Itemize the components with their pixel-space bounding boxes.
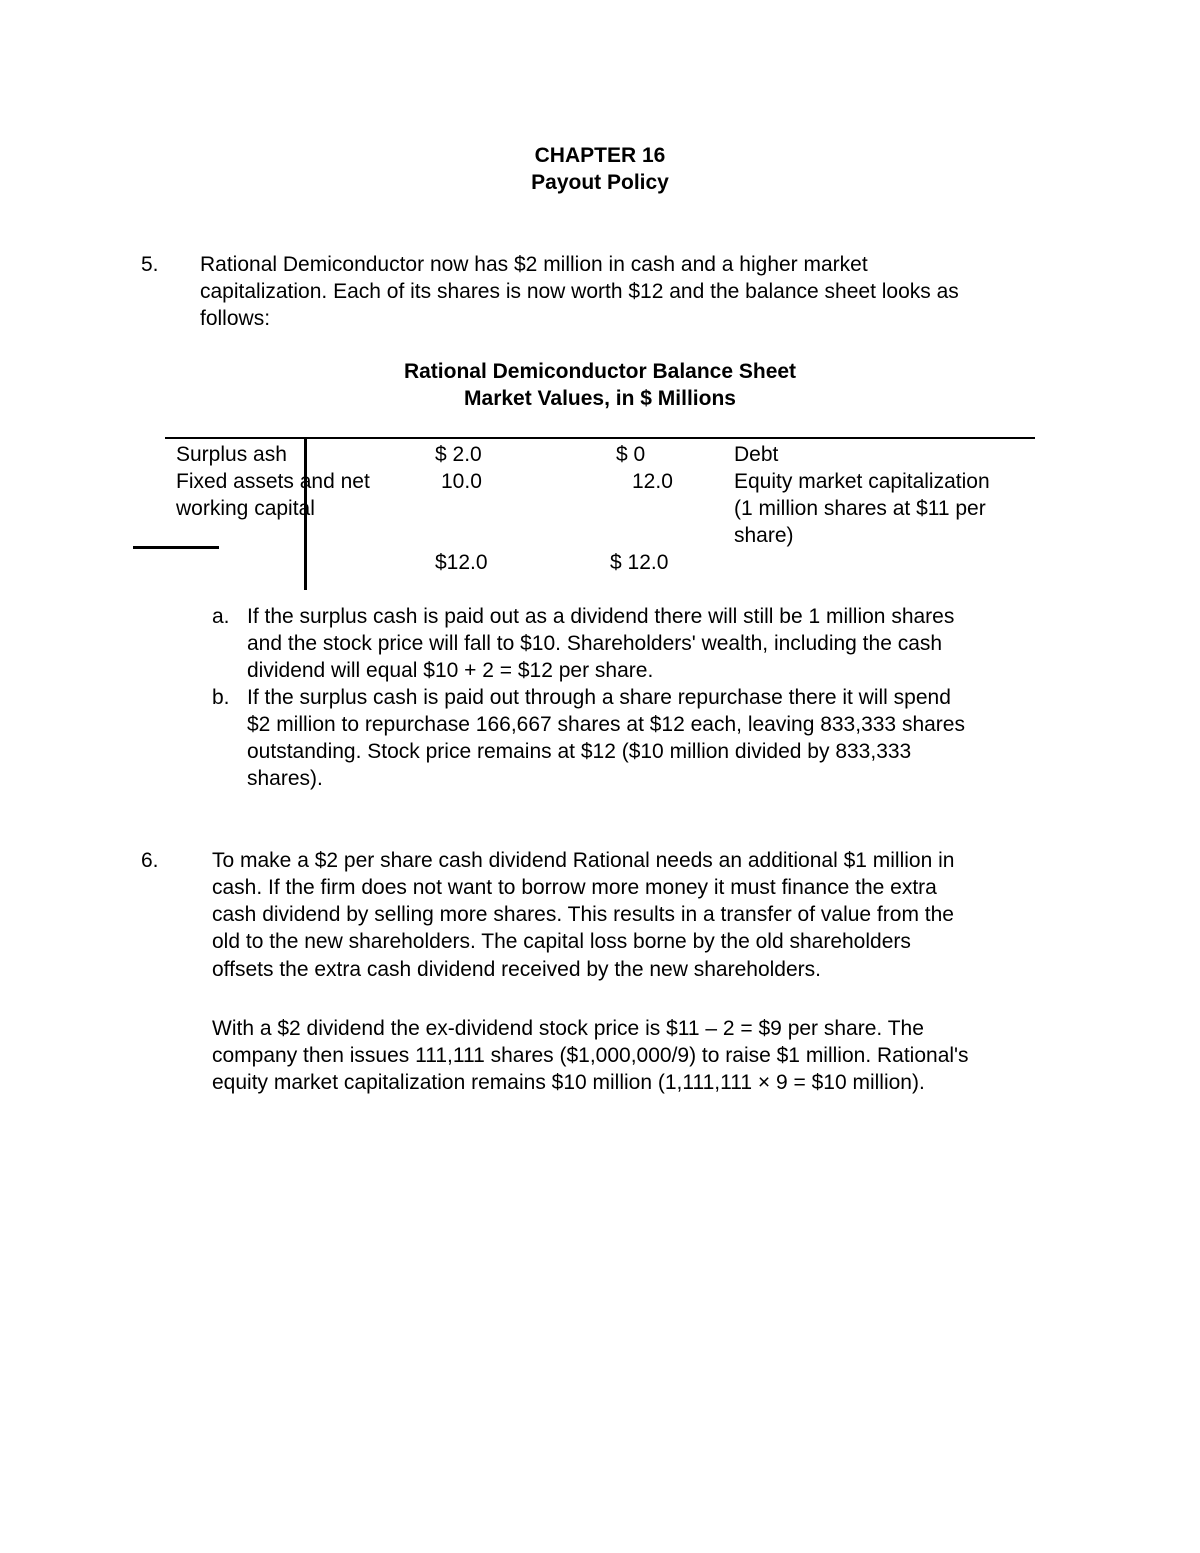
row-surplus-cash-value-b: $ 0 <box>616 443 646 466</box>
question-6-para2-line-1: With a $2 dividend the ex-dividend stock price is $11 – 2 = $9 per share. The <box>212 1017 924 1040</box>
chapter-title: Payout Policy <box>531 171 669 194</box>
total-value-b: $ 12.0 <box>610 551 669 574</box>
chapter-heading: CHAPTER 16 <box>534 144 666 167</box>
question-6-number: 6. <box>141 849 159 872</box>
question-5-line-1: Rational Demiconductor now has $2 million in cash and a higher market <box>200 253 868 276</box>
answer-a-line-2: and the stock price will fall to $10. Shareholders' wealth, including the cash <box>247 632 943 655</box>
question-5-line-3: follows: <box>200 307 271 330</box>
question-6-para2-line-3: equity market capitalization remains $10 million (1,111,111 × 9 = $10 million). <box>212 1071 925 1094</box>
question-5-line-2: capitalization. Each of its shares is now worth $12 and the balance sheet looks as <box>200 280 959 303</box>
answer-a-line-1: If the surplus cash is paid out as a dividend there will still be 1 million shares <box>247 605 955 628</box>
balance-sheet-subtitle: Market Values, in $ Millions <box>464 387 736 410</box>
question-6-para1-line-3: cash dividend by selling more shares. This results in a transfer of value from the <box>212 903 954 926</box>
question-6-para2-line-2: company then issues 111,111 shares ($1,000,000/9) to raise $1 million. Rational's <box>212 1044 969 1067</box>
answer-b-line-3: outstanding. Stock price remains at $12 ($10 million divided by 833,333 <box>247 740 912 763</box>
answer-b-line-1: If the surplus cash is paid out through a share repurchase there it will spend <box>247 686 951 709</box>
balance-sheet-top-rule <box>165 437 1035 439</box>
question-6-para1-line-4: old to the new shareholders. The capital loss borne by the old shareholders <box>212 930 911 953</box>
balance-sheet-title: Rational Demiconductor Balance Sheet <box>403 360 797 383</box>
answer-a-line-3: dividend will equal $10 + 2 = $12 per share. <box>247 659 654 682</box>
row-debt-label: Debt <box>734 443 779 466</box>
question-6-para1-line-1: To make a $2 per share cash dividend Rational needs an additional $1 million in <box>212 849 955 872</box>
row-fixed-assets-label-2: working capital <box>176 497 315 520</box>
answer-b-line-4: shares). <box>247 767 323 790</box>
total-value-a: $12.0 <box>435 551 488 574</box>
answer-a-marker: a. <box>212 605 230 628</box>
row-fixed-assets-value-b: 12.0 <box>632 470 673 493</box>
balance-sheet-left-rule <box>133 546 219 549</box>
question-5-number: 5. <box>141 253 159 276</box>
row-equity-label-3: share) <box>734 524 794 547</box>
row-surplus-cash-label: Surplus ash <box>176 443 287 466</box>
row-equity-label-1: Equity market capitalization <box>734 470 990 493</box>
row-fixed-assets-label-1: Fixed assets and net <box>176 470 370 493</box>
answer-b-marker: b. <box>212 686 230 709</box>
row-surplus-cash-value-a: $ 2.0 <box>435 443 482 466</box>
question-6-para1-line-5: offsets the extra cash dividend received by the new shareholders. <box>212 958 821 981</box>
row-fixed-assets-value-a: 10.0 <box>441 470 482 493</box>
question-6-para1-line-2: cash. If the firm does not want to borrow more money it must finance the extra <box>212 876 937 899</box>
answer-b-line-2: $2 million to repurchase 166,667 shares at $12 each, leaving 833,333 shares <box>247 713 965 736</box>
row-equity-label-2: (1 million shares at $11 per <box>734 497 986 520</box>
